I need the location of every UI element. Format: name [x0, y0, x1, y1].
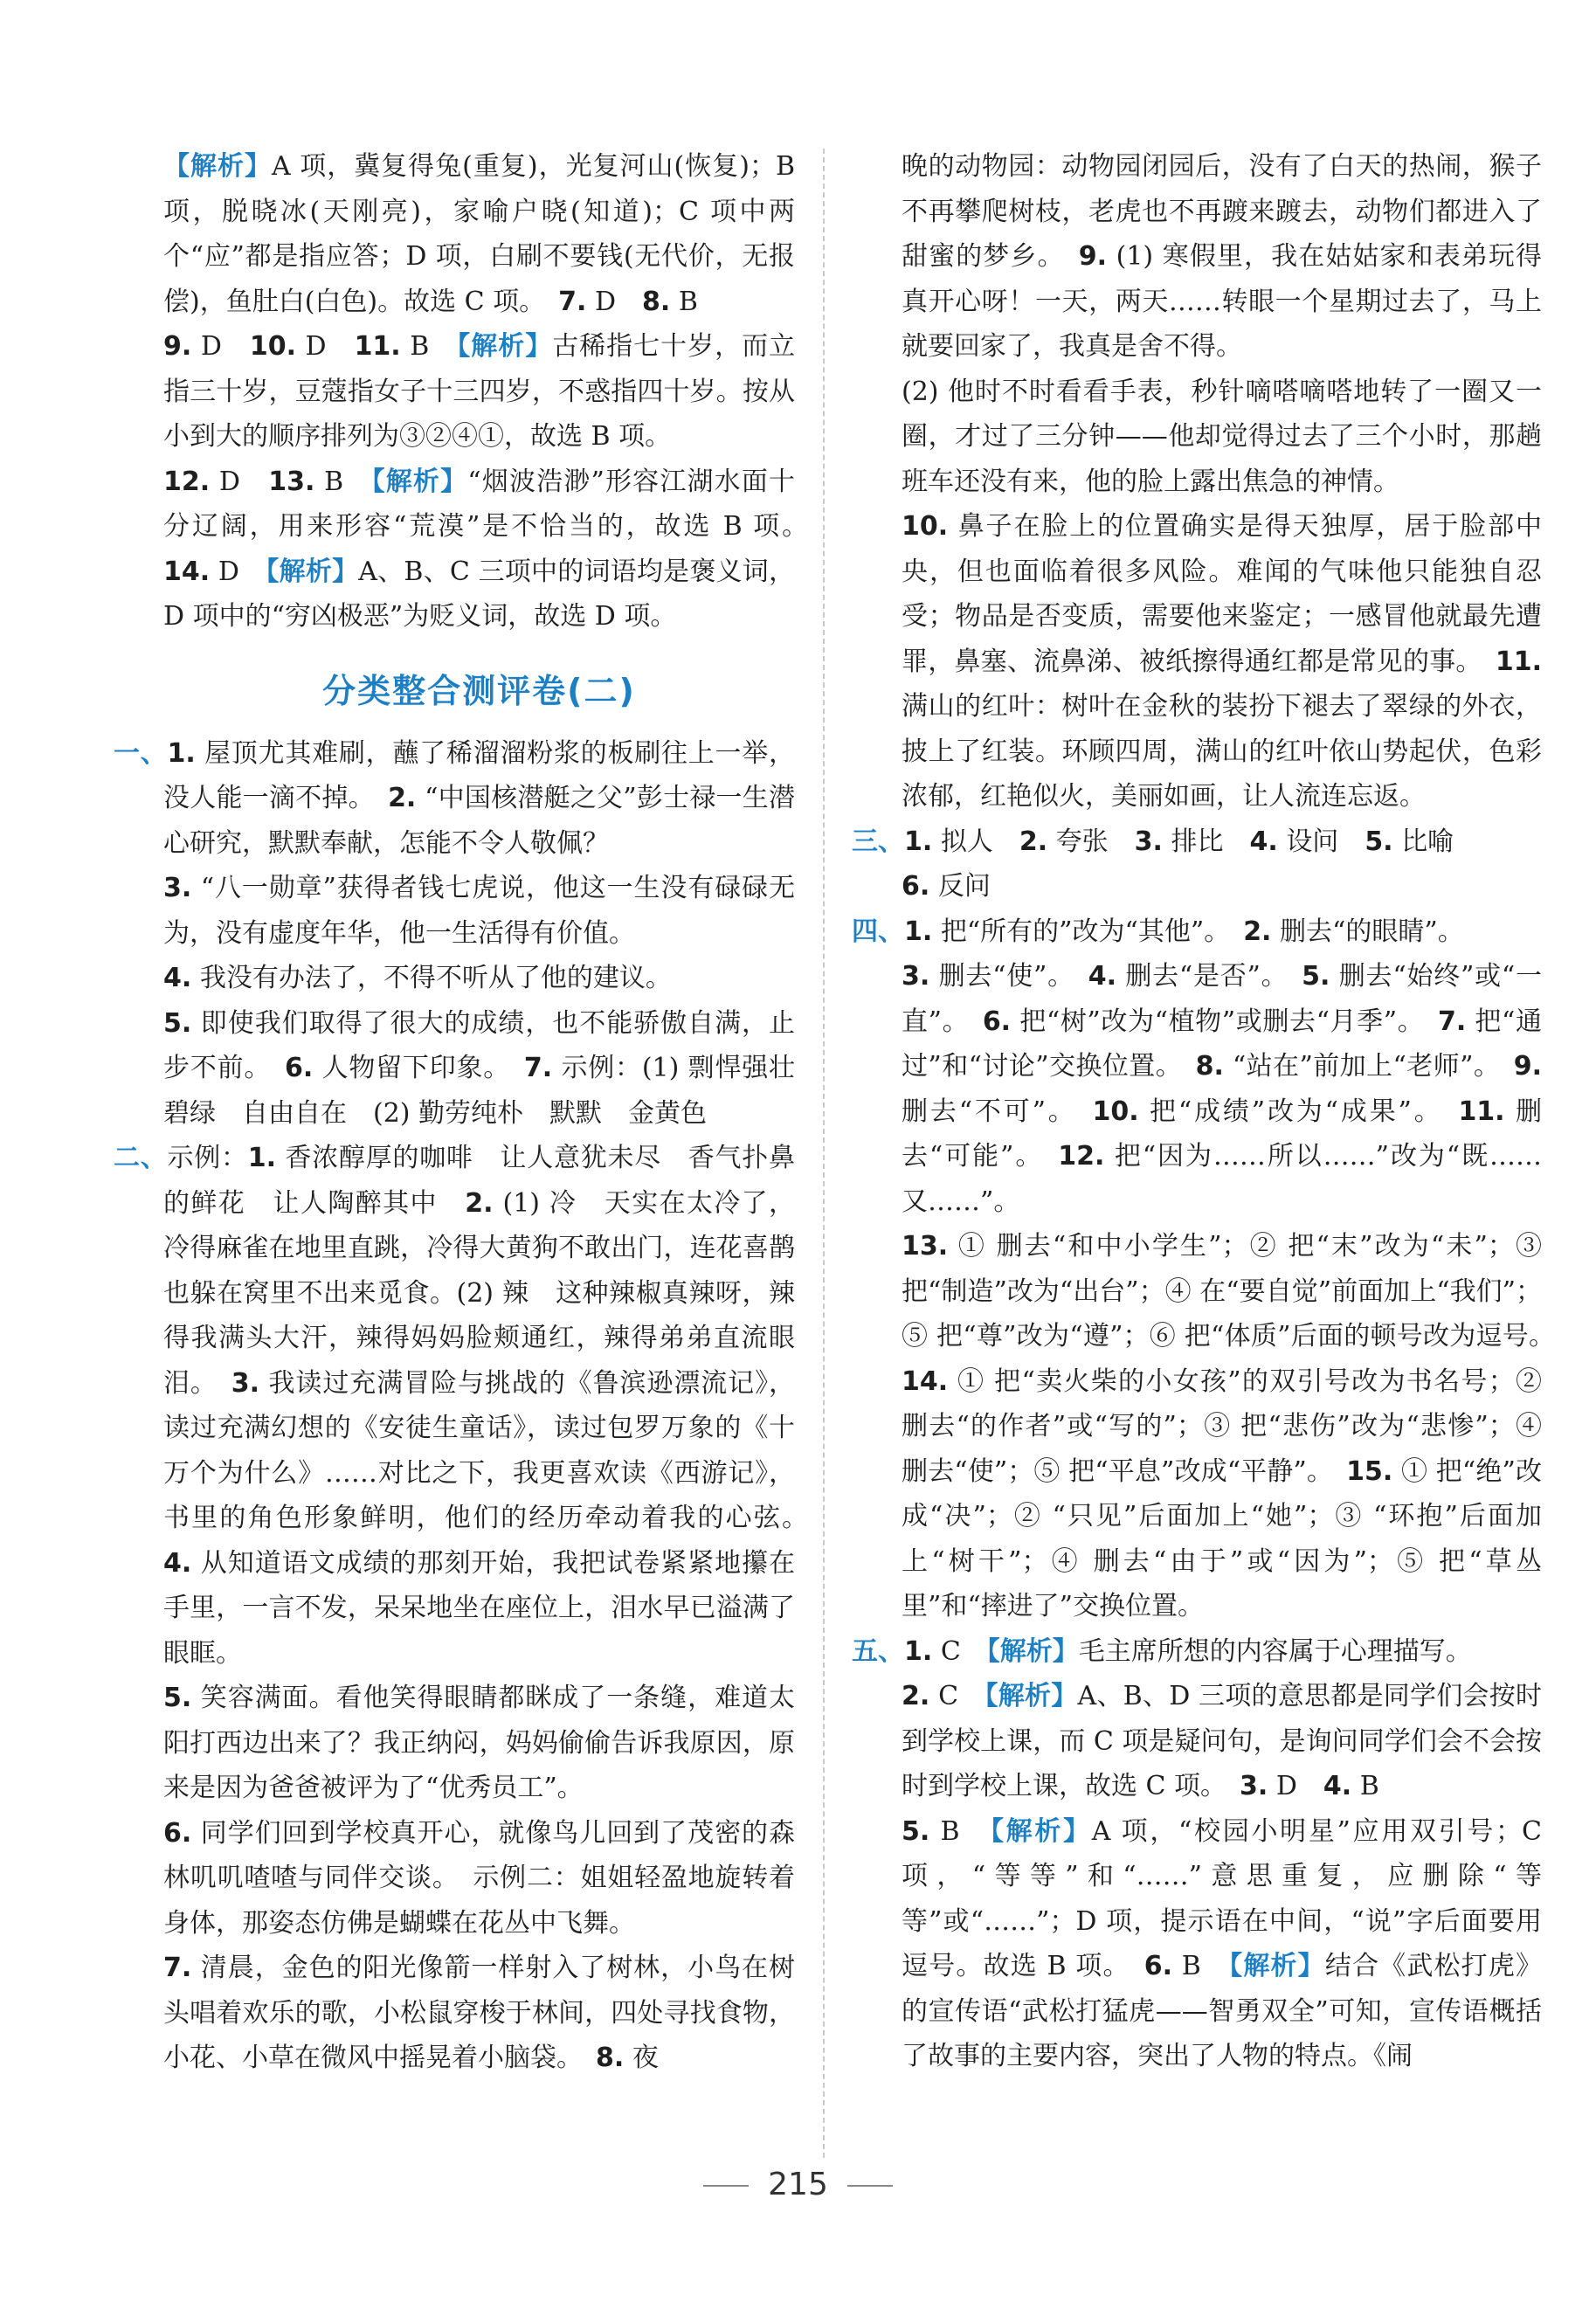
answer-2-10-11: 10. 鼻子在脸上的位置确实是得天独厚，居于脸部中央，但也面临着很多风险。难闻的气味他只能独自忍受；物品是否变质，需要他来鉴定；一感冒他就最先遭罪，鼻塞、流鼻涕、被纸擦得通红都是常见的事。 11. 满山的红叶：树叶在金秋的装扮下褪去了翠绿的外衣，披上了红装。环顾四周，满山的红叶依山势起伏，色彩浓郁，红艳似火，美丽如画，让人流连忘返。 [902, 511, 1543, 812]
answer-2-6: 6. 同学们回到学校真开心，就像鸟儿回到了茂密的森林叽叽喳喳与同伴交谈。 示例二：姐姐轻盈地旋转着身体，那姿态仿佛是蝴蝶在花丛中飞舞。 [163, 1817, 795, 1939]
answer-block-9-11: 9. D 10. D 11. B 【解析】古稀指七十岁，而立指三十岁，豆蔻指女子十三四岁，不惑指四十岁。按从小到大的顺序排列为③②④①，故选 B 项。 [163, 331, 796, 452]
analysis-text: A 项，冀复得兔(重复)，光复河山(恢复)；B 项，脱晓冰(天刚亮)，家喻户晓(知道)；C 项中两个“应”都是指应答；D 项，白刷不要钱(无代价，无报偿)，鱼肚白(白色)。故选 C 项。 [163, 151, 795, 317]
answer-2-5: 5. 笑容满面。看他笑得眼睛都眯成了一条缝，难道太阳打西边出来了？我正纳闷，妈妈偷偷告诉我原因，原来是因为爸爸被评为了“优秀员工”。 [163, 1683, 795, 1803]
answer-2-9-part2: (2) 他时不时看看手表，秒针嘀嗒嘀嗒地转了一圈又一圈，才过了三分钟——他却觉得过去了三个小时，那趟班车还没有来，他的脸上露出焦急的神情。 [902, 376, 1542, 497]
page-number: 215 [0, 2167, 1596, 2202]
section-heading: 分类整合测评卷(二) [322, 671, 636, 710]
analysis-tag: 【解析】 [163, 151, 272, 182]
part-3: 三、1. 拟人 2. 夸张 3. 排比 4. 设问 5. 比喻 [852, 826, 1454, 857]
page-number-dash-right [847, 2185, 893, 2187]
part-2: 二、示例：1. 香浓醇厚的咖啡 让人意犹未尽 香气扑鼻的鲜花 让人陶醉其中 2. (1) 冷 天实在太冷了，冷得麻雀在地里直跳，冷得大黄狗不敢出门，连花喜鹊也躲在窝里不出来觅食。(2) 辣 这种辣椒真辣呀，辣得我满头大汗，辣得妈妈脸颊通红，辣得弟弟直流眼泪。 3. 我读过充满冒险与挑战的《鲁滨逊漂流记》，读过充满幻想的《安徒生童话》，读过包罗万象的《十万个为什么》……对比之下，我更喜欢读《西游记》，书里的角色形象鲜明，他们的经历牵动着我的心弦。 4. 从知道语文成绩的那刻开始，我把试卷紧紧地攥在手里，一言不发，呆呆地坐在座位上，泪水早已溢满了眼眶。 [114, 1143, 796, 1669]
analysis-tag: 【解析】 [1229, 1951, 1325, 1981]
part-label: 一、 [114, 737, 168, 769]
answer-2-8-9: 晚的动物园：动物园闭园后，没有了白天的热闹，猴子不再攀爬树枝，老虎也不再踱来踱去，动物们都进入了甜蜜的梦乡。 9. (1) 寒假里，我在姑姑家和表弟玩得真开心呀！一天，两天……转眼一个星期过去了，马上就要回家了，我真是舍不得。 [902, 151, 1543, 362]
analysis-tag: 【解析】 [990, 1815, 1092, 1847]
page-number-dash-left [703, 2185, 749, 2187]
answer-3-6: 6. 反问 [902, 871, 991, 902]
answer-2-7-8: 7. 清晨，金色的阳光像箭一样射入了树林，小鸟在树头唱着欢乐的歌，小松鼠穿梭于林间，四处寻找食物，小花、小草在微风中摇晃着小脑袋。 8. 夜 [163, 1953, 795, 2073]
analysis-tag: 【解析】 [985, 1681, 1078, 1711]
left-column [114, 144, 822, 2081]
part-label: 四、 [852, 916, 904, 947]
column-divider [823, 149, 825, 2158]
answer-4-3-12: 3. 删去“使”。 4. 删去“是否”。 5. 删去“始终”或“一直”。 6. 把“树”改为“植物”或删去“月季”。 7. 把“通过”和“讨论”交换位置。 8. “站在”前加上“老师”。 9. 删去“不可”。 10. 把“成绩”改为“成果”。 11. 删去“可能”。 12. 把“因为……所以……”改为“既……又……”。 [902, 961, 1543, 1217]
answer-5-2-4: 2. C 【解析】A、B、D 三项的意思都是同学们会按时到学校上课，而 C 项是疑问句，是询问同学们会不会按时到学校上课，故选 C 项。 3. D 4. B [902, 1681, 1543, 1801]
answer-5-5-6: 5. B 【解析】A 项，“校园小明星”应用双引号；C 项，“等等”和“……”意思重复，应删除“等等”或“……”；D 项，提示语在中间，“说”字后面要用逗号。故选 B 项。 6. B 【解析】结合《武松打虎》的宣传语“武松打猛虎——智勇双全”可知，宣传语概括了故事的主要内容，突出了人物的特点。《闹 [902, 1815, 1543, 2071]
answer-1-4: 4. 我没有办法了，不得不听从了他的建议。 [163, 963, 672, 993]
right-column [852, 144, 1542, 2079]
part-4: 四、1. 把“所有的”改为“其他”。 2. 删去“的眼睛”。 [852, 916, 1464, 947]
answer-1-5-7: 5. 即使我们取得了很大的成绩，也不能骄傲自满，止步不前。 6. 人物留下印象。 7. 示例：(1) 剽悍强壮 碧绿 自由自在 (2) 勤劳纯朴 默默 金黄色 [163, 1007, 822, 1129]
part-1: 一、1. 屋顶尤其难刷，蘸了稀溜溜粉浆的板刷往上一举，没人能一滴不掉。 2. “中国核潜艇之父”彭士禄一生潜心研究，默默奉献，怎能不令人敬佩？ [114, 737, 795, 859]
answer-block-1-6: 【解析】A 项，冀复得兔(重复)，光复河山(恢复)；B 项，脱晓冰(天刚亮)，家喻户晓(知道)；C 项中两个“应”都是指应答；D 项，白刷不要钱(无代价，无报偿)，鱼肚白(白色)。故选 C 项。 7. D 8. B [163, 151, 795, 317]
answer-block-12-14: 12. D 13. B 【解析】“烟波浩渺”形容江湖水面十分辽阔，用来形容“荒漠”是不恰当的，故选 B 项。 14. D 【解析】A、B、C 三项中的词语均是褒义词，D 项中的“穷凶极恶”为贬义词，故选 D 项。 [163, 466, 796, 632]
part-5: 五、1. C 【解析】毛主席所想的内容属于心理描写。 [852, 1635, 1472, 1667]
part-label: 五、 [852, 1635, 904, 1667]
answer-1-3: 3. “八一勋章”获得者钱七虎说，他这一生没有碌碌无为，没有虚度年华，他一生活得有价值。 [163, 873, 795, 949]
part-label: 二、 [114, 1143, 168, 1173]
part-label: 三、 [852, 826, 904, 857]
analysis-tag: 【解析】 [457, 331, 553, 362]
answer-4-13-14: 13. ① 删去“和中小学生”；② 把“末”改为“未”；③ 把“制造”改为“出台”；④ 在“要自觉”前面加上“我们”；⑤ 把“尊”改为“遵”；⑥ 把“体质”后面的顿号改为逗号。 14. ① 把“卖火柴的小女孩”的双引号改为书名号；② 删去“的作者”或“写的”；③ 把“悲伤”改为“悲惨”；④ 删去“使”；⑤ 把“平息”改成“平静”。 15. ① 把“绝”改成“决”；② “只见”后面加上“她”；③ “环抱”后面加上“树干”；④ 删去“由于”或“因为”；⑤ 把“草丛里”和“摔进了”交换位置。 [902, 1231, 1543, 1621]
analysis-tag: 【解析】 [986, 1635, 1079, 1667]
analysis-tag: 【解析】 [371, 466, 468, 497]
analysis-tag: 【解析】 [266, 556, 359, 587]
